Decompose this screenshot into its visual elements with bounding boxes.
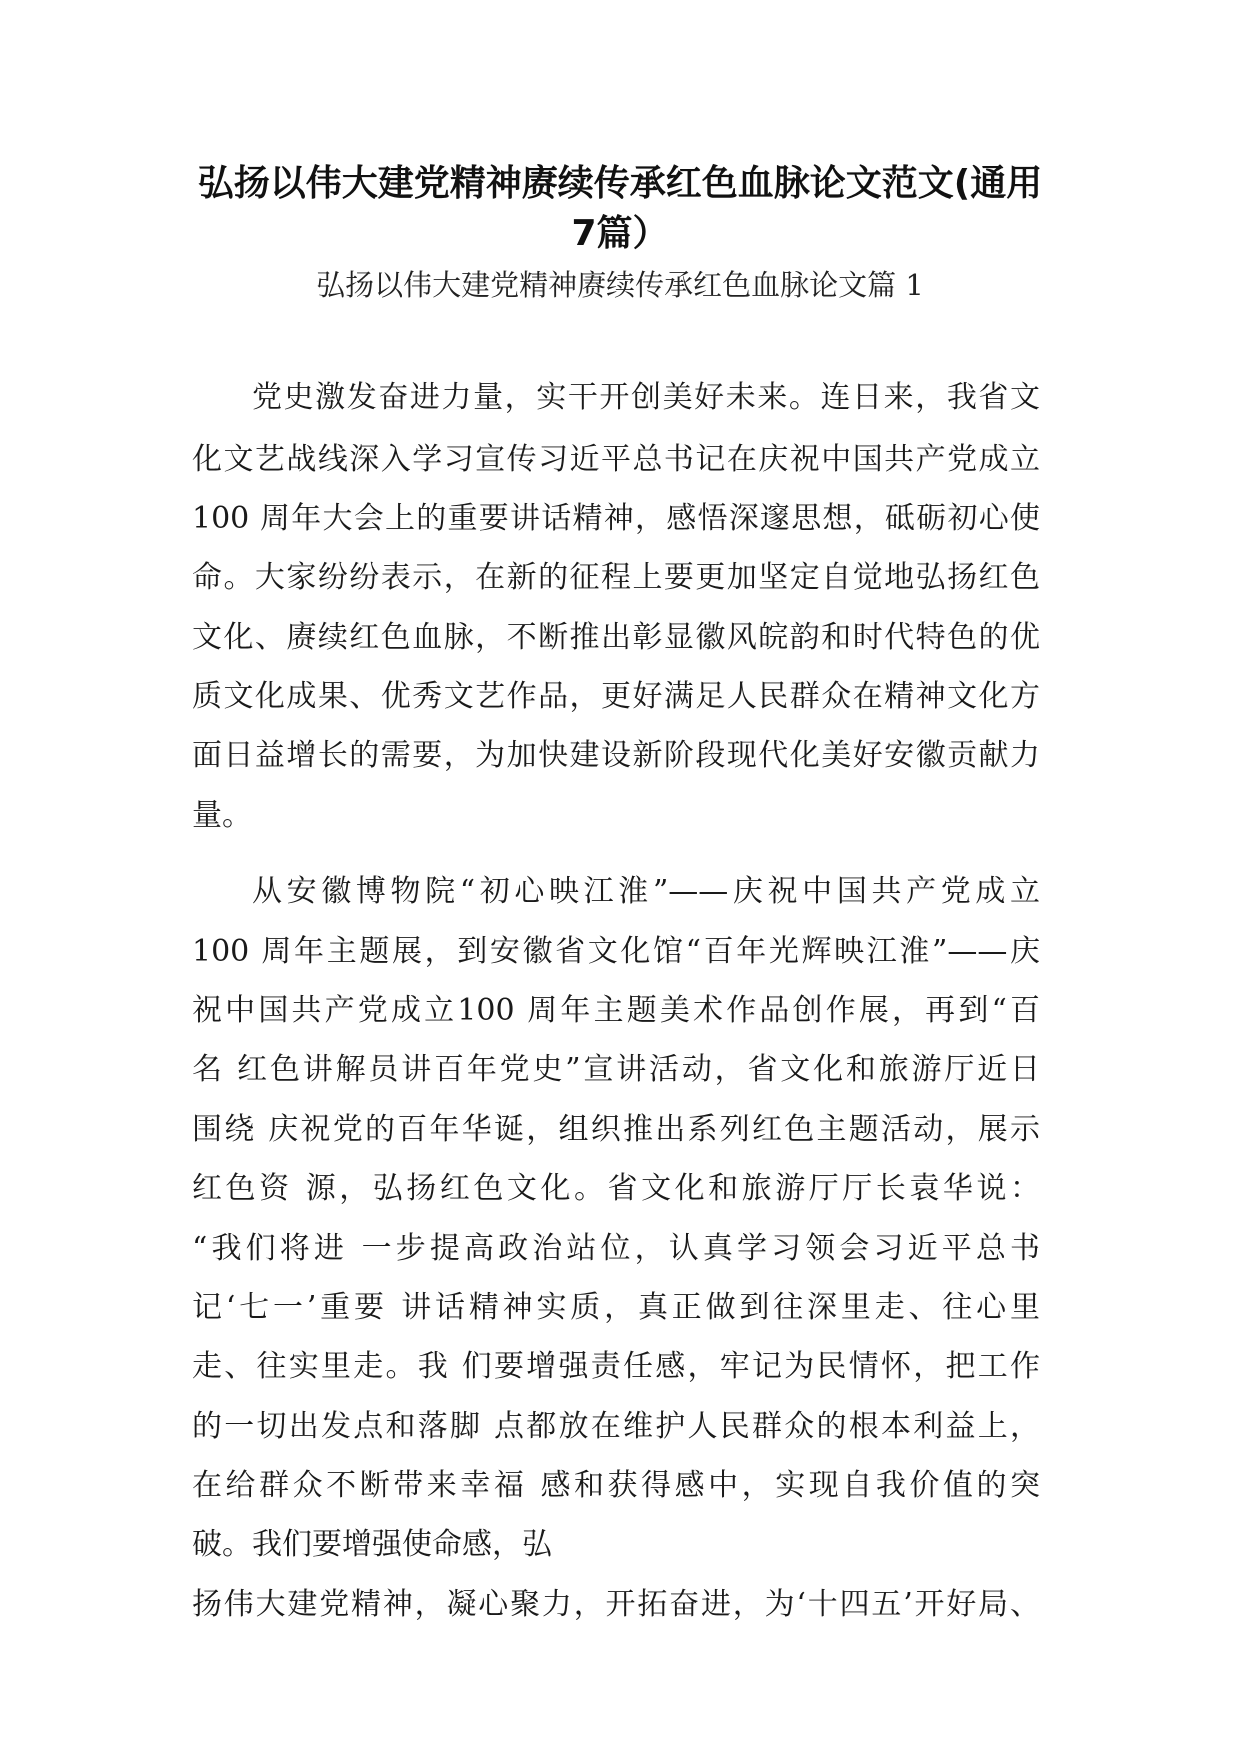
paragraph-2-line: 100 周年主题展，到安徽省文化馆“百年光辉映江淮”——庆 [192, 934, 1040, 969]
paragraph-1-line: 质文化成果、优秀文艺作品，更好满足人民群众在精神文化方 [192, 679, 1040, 714]
paragraph-2-line: 走、往实里走。我 们要增强责任感，牢记为民情怀，把工作 [192, 1349, 1040, 1384]
paragraph-2-line: 在给群众不断带来幸福 感和获得感中，实现自我价值的突 [192, 1468, 1040, 1503]
paragraph-2-line: 破。我们要增强使命感，弘 [192, 1527, 552, 1562]
paragraph-2-line: 记‘七一’重要 讲话精神实质，真正做到往深里走、往心里 [192, 1290, 1040, 1325]
paragraph-2-line: “我们将进 一步提高政治站位，认真学习领会习近平总书 [192, 1231, 1040, 1266]
paragraph-2-line: 红色资 源，弘扬红色文化。省文化和旅游厅厅长袁华说： [192, 1171, 1040, 1206]
paragraph-1-line: 化文艺战线深入学习宣传习近平总书记在庆祝中国共产党成立 [192, 442, 1040, 477]
paragraph-1-line: 量。 [192, 798, 252, 833]
paragraph-1-line: 文化、赓续红色血脉，不断推出彰显徽风皖韵和时代特色的优 [192, 620, 1040, 655]
paragraph-2-line: 扬伟大建党精神，凝心聚力，开拓奋进，为‘十四五’开好局、 [192, 1587, 1040, 1622]
section-heading: 弘扬以伟大建党精神赓续传承红色血脉论文篇 1 [316, 268, 924, 302]
paragraph-1-line: 100 周年大会上的重要讲话精神，感悟深邃思想，砥砺初心使 [192, 501, 1040, 536]
paragraph-2-line: 祝中国共产党成立100 周年主题美术作品创作展，再到“百 [192, 993, 1040, 1028]
paragraph-1-line: 党史激发奋进力量，实干开创美好未来。连日来，我省文 [252, 380, 1040, 415]
paragraph-1-line: 面日益增长的需要，为加快建设新阶段现代化美好安徽贡献力 [192, 738, 1040, 773]
document-title-line-2: 7篇） [571, 213, 669, 254]
paragraph-2-line: 从安徽博物院“初心映江淮”——庆祝中国共产党成立 [252, 874, 1040, 909]
paragraph-2-line: 名 红色讲解员讲百年党史”宣讲活动，省文化和旅游厅近日 [192, 1052, 1040, 1087]
paragraph-2-line: 的一切出发点和落脚 点都放在维护人民群众的根本利益上， [192, 1409, 1040, 1444]
paragraph-1-line: 命。大家纷纷表示，在新的征程上要更加坚定自觉地弘扬红色 [192, 560, 1040, 595]
document-title-line-1: 弘扬以伟大建党精神赓续传承红色血脉论文范文(通用 [197, 163, 1043, 204]
paragraph-2-line: 围绕 庆祝党的百年华诞，组织推出系列红色主题活动，展示 [192, 1112, 1040, 1147]
